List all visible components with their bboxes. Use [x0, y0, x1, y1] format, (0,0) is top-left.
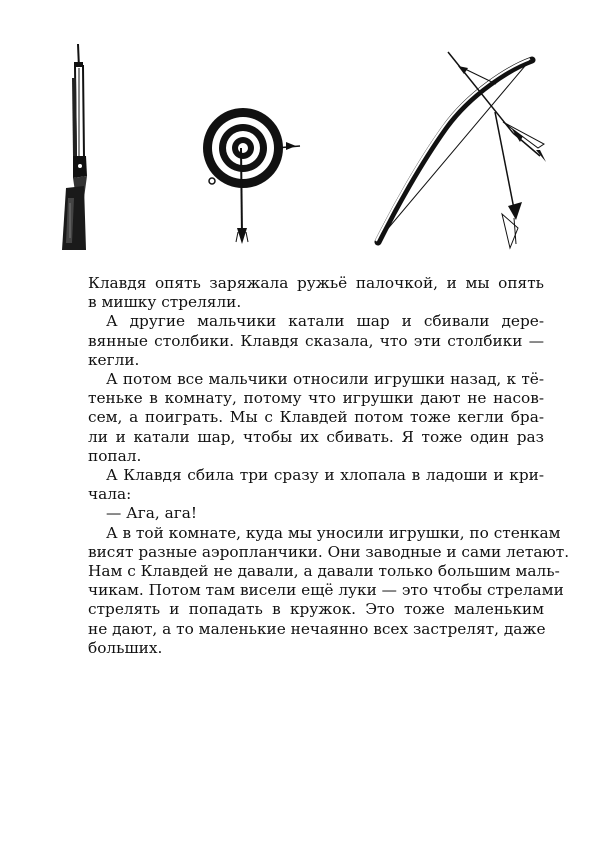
text-line: не дают, а то маленькие нечаянно всех застрелят, даже — [88, 619, 546, 638]
text-line: Клавдя опять заряжала ружьё палочкой, и мы опять — [88, 274, 544, 292]
text-line: А другие мальчики катали шар и сбивали дере- — [106, 312, 544, 331]
illustrations — [0, 38, 600, 258]
text-line: стрелять и попадать в кружок. Это тоже маленьким — [88, 600, 544, 619]
text-line: А в той комнате, куда мы уносили игрушки, по стенкам — [106, 523, 561, 542]
text-line: Нам с Клавдей не давали, а давали только большим маль- — [88, 562, 560, 581]
text-line: теньке в комнату, потому что игрушки дают не насов- — [88, 389, 544, 408]
text-line: попал. — [88, 446, 142, 465]
paragraph — [88, 523, 570, 658]
text-line: в мишку стреляли. — [88, 293, 242, 312]
text-line: А Клавдя сбила три сразу и хлопала в ладоши и кри- — [106, 466, 544, 485]
text-line: чикам. Потом там висели ещё луки — это чтобы стрелами — [88, 581, 564, 600]
text-line: — Ага, ага! — [106, 504, 198, 523]
paragraph — [88, 504, 544, 523]
text-line: больших. — [88, 638, 163, 657]
target-icon — [203, 108, 300, 244]
rifle-icon — [62, 44, 87, 250]
story-text — [88, 274, 570, 658]
text-line: висят разные аэропланчики. Они заводные и сами летают. — [88, 542, 570, 561]
text-line: вянные столбики. Клавдя сказала, что эти столбики — — [88, 331, 544, 350]
paragraph — [88, 274, 544, 312]
paragraph — [88, 312, 544, 370]
paragraph — [88, 370, 544, 466]
text-line: ли и катали шар, чтобы их сбивать. Я тоже один раз — [88, 427, 544, 446]
text-line: чала: — [88, 485, 132, 504]
bow-icon — [376, 52, 546, 248]
text-line: кегли. — [88, 350, 140, 369]
paragraph — [88, 466, 544, 504]
text-line: сем, а поиграть. Мы с Клавдей потом тоже кегли бра- — [88, 408, 544, 427]
text-line: А потом все мальчики относили игрушки назад, к тё- — [106, 370, 544, 389]
